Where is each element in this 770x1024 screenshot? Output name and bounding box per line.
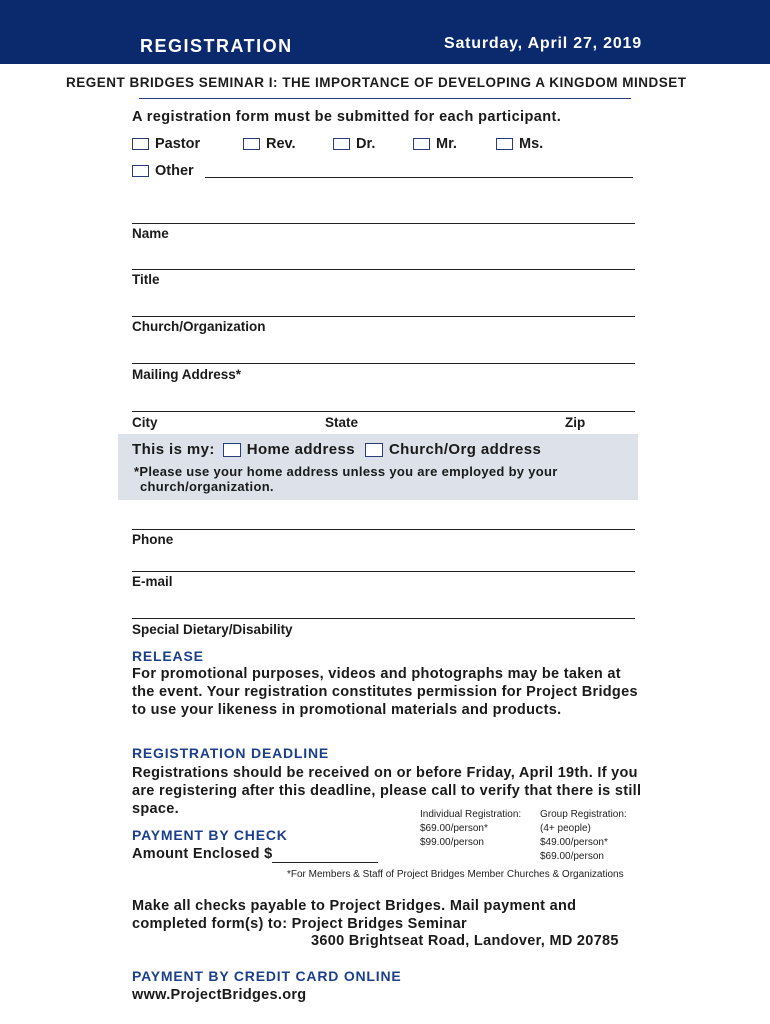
checkbox-church-address[interactable] xyxy=(365,443,383,457)
checkbox-ms[interactable] xyxy=(496,138,513,150)
address-type-prefix: This is my: xyxy=(132,441,215,458)
salutation-pastor[interactable] xyxy=(132,136,200,152)
header-bar xyxy=(0,0,770,64)
seminar-title: REGENT BRIDGES SEMINAR I: THE IMPORTANCE OF DEVELOPING A KINGDOM MINDSET xyxy=(66,75,687,90)
individual-standard-fee: $99.00/person xyxy=(420,837,484,848)
salutation-label: Mr. xyxy=(436,136,457,152)
deadline-text: Registrations should be received on or before Friday, April 19th. If you are registering after this deadline, please call to verify that there is still space. xyxy=(132,765,642,817)
email-field[interactable] xyxy=(132,571,635,572)
website-link[interactable]: www.ProjectBridges.org xyxy=(132,987,307,1003)
salutation-label: Dr. xyxy=(356,136,376,152)
phone-field[interactable] xyxy=(132,529,635,530)
salutation-label: Ms. xyxy=(519,136,544,152)
amount-row xyxy=(132,845,412,863)
other-input-line[interactable] xyxy=(205,177,633,178)
salutation-dr[interactable] xyxy=(333,136,375,152)
church-field[interactable] xyxy=(132,316,635,317)
amount-label: Amount Enclosed $ xyxy=(132,846,273,862)
checkbox-dr[interactable] xyxy=(333,138,350,150)
email-label: E-mail xyxy=(132,574,173,589)
group-size-note: (4+ people) xyxy=(540,823,591,834)
address-note-line2: church/organization. xyxy=(140,479,274,494)
amount-input-line[interactable] xyxy=(272,848,378,863)
checkbox-mr[interactable] xyxy=(413,138,430,150)
address-note-line1: *Please use your home address unless you are employed by your xyxy=(134,464,558,479)
group-standard-fee: $69.00/person xyxy=(540,851,604,862)
mail-instructions: Make all checks payable to Project Bridges. Mail payment and completed form(s) to: Project Bridges Seminar xyxy=(132,898,577,932)
mailing-address-label: Mailing Address* xyxy=(132,367,242,382)
name-field[interactable] xyxy=(132,223,635,224)
checkbox-home-address[interactable] xyxy=(223,443,241,457)
home-address-label: Home address xyxy=(246,441,355,458)
checkbox-pastor[interactable] xyxy=(132,138,149,150)
title-divider xyxy=(139,98,631,99)
deadline-heading: REGISTRATION DEADLINE xyxy=(132,745,329,761)
name-label: Name xyxy=(132,226,169,241)
mailing-address-field[interactable] xyxy=(132,363,635,364)
mail-address: 3600 Brightseat Road, Landover, MD 20785 xyxy=(311,933,619,949)
individual-heading: Individual Registration: xyxy=(420,809,522,820)
title-label: Title xyxy=(132,272,160,287)
payment-online-heading: PAYMENT BY CREDIT CARD ONLINE xyxy=(132,968,402,984)
release-text: For promotional purposes, videos and photographs may be taken at the event. Your registration constitutes permission for Project Bridges to use your likeness in promotional materials and products. xyxy=(132,666,638,718)
dietary-label: Special Dietary/Disability xyxy=(132,622,293,637)
state-label: State xyxy=(325,415,359,430)
salutation-ms[interactable] xyxy=(496,136,543,152)
zip-label: Zip xyxy=(565,415,586,430)
individual-fees xyxy=(420,808,521,850)
salutation-label: Pastor xyxy=(155,136,201,152)
salutation-label: Rev. xyxy=(266,136,296,152)
release-heading: RELEASE xyxy=(132,648,204,664)
individual-member-fee: $69.00/person* xyxy=(420,823,488,834)
church-label: Church/Organization xyxy=(132,319,266,334)
salutation-other[interactable] xyxy=(132,163,194,179)
fee-footnote: *For Members & Staff of Project Bridges Member Churches & Organizations xyxy=(287,869,624,880)
salutation-mr[interactable] xyxy=(413,136,457,152)
dietary-field[interactable] xyxy=(132,618,635,619)
city-label: City xyxy=(132,415,158,430)
group-heading: Group Registration: xyxy=(540,809,627,820)
title-field[interactable] xyxy=(132,269,635,270)
checkbox-rev[interactable] xyxy=(243,138,260,150)
event-date: Saturday, April 27, 2019 xyxy=(444,35,642,52)
payment-check-heading: PAYMENT BY CHECK xyxy=(132,827,288,843)
group-fees xyxy=(540,808,627,864)
address-type-row xyxy=(132,441,541,458)
salutation-rev[interactable] xyxy=(243,136,296,152)
checkbox-other[interactable] xyxy=(132,165,149,177)
city-state-zip-field[interactable] xyxy=(132,411,635,412)
address-note xyxy=(134,464,614,494)
group-member-fee: $49.00/person* xyxy=(540,837,608,848)
other-label: Other xyxy=(155,163,194,179)
phone-label: Phone xyxy=(132,532,174,547)
page-title: REGISTRATION xyxy=(140,36,293,56)
church-address-label: Church/Org address xyxy=(388,441,542,458)
instructions-text: A registration form must be submitted for each participant. xyxy=(132,109,562,125)
